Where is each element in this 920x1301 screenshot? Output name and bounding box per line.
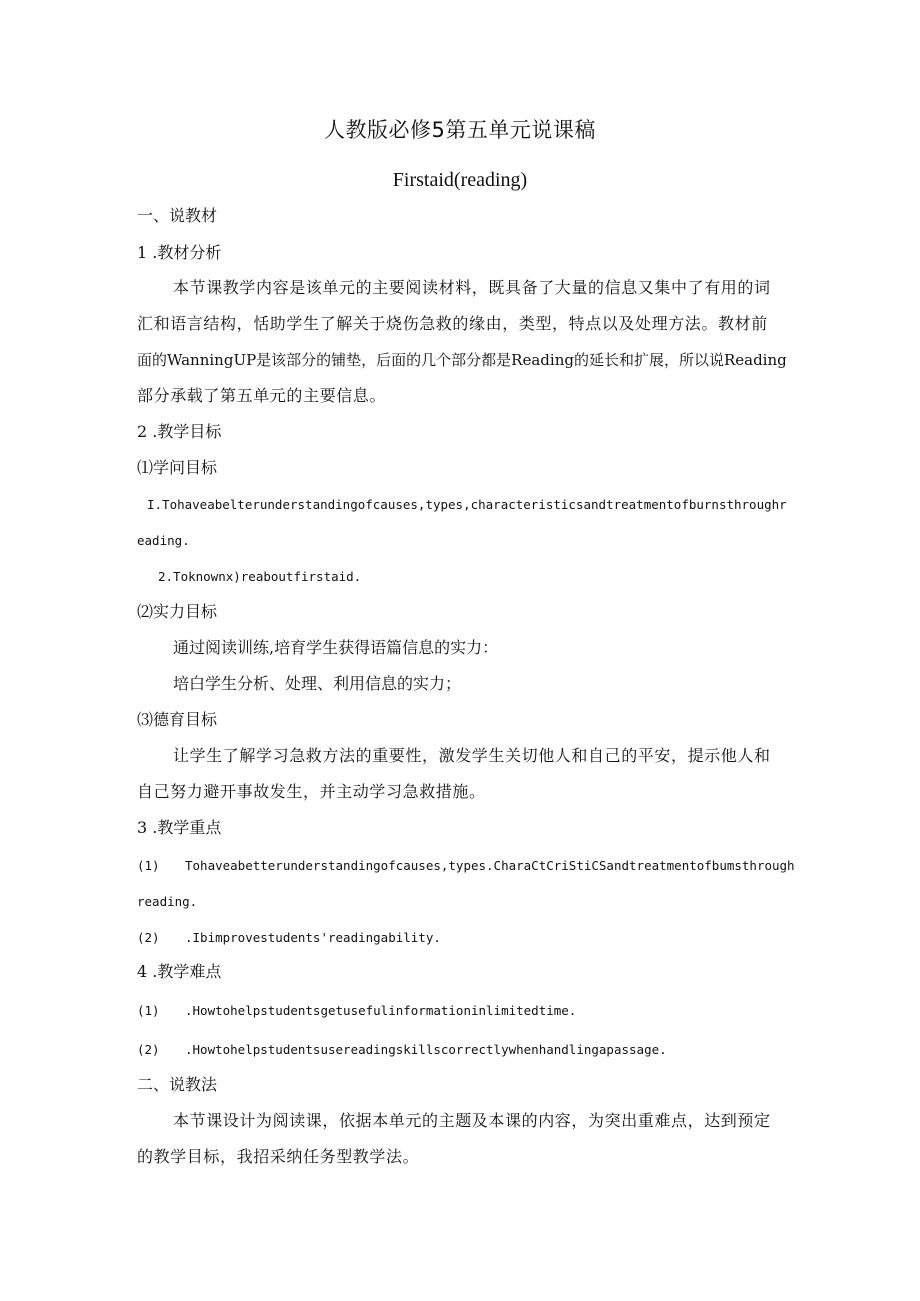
list-number: (1) [137,1003,160,1018]
paragraph-line: 的教学目标，我招采纳任务型教学法。 [137,1147,420,1166]
key-point-item: reading. [137,894,198,909]
paragraph-line: 部分承载了第五单元的主要信息。 [137,386,387,405]
list-text: .Howtohelpstudentsgetusefulinformationinlimitedtime. [185,1003,577,1018]
moral-goal-heading: ⑶德育目标 [137,710,218,729]
ability-goal-heading: ⑵实力目标 [137,602,218,621]
list-number: (2) [137,930,160,945]
subsection-objectives: 2 .教学目标 [137,422,222,441]
subsection-difficulties: 4 .教学难点 [137,962,222,981]
paragraph-line: 让学生了解学习急救方法的重要性，激发学生关切他人和自己的平安，提示他人和 [173,746,771,765]
key-point-item [137,855,795,877]
paragraph-line: 本节课设计为阅读课，依据本单元的主题及本课的内容，为突出重难点，达到预定 [173,1111,771,1130]
document-title: 人教版必修5第五单元说课稿 [324,118,596,142]
knowledge-goal-item: I.Tohaveabelterunderstandingofcauses,types,characteristicsandtreatmentofburnsthroughr [147,497,787,512]
section-heading-methods: 二、说教法 [137,1075,218,1094]
list-number: (2) [137,1042,160,1057]
list-text: Tohaveabetterunderstandingofcauses,types.CharaCtCriStiCSandtreatmentofbumsthrough [185,858,795,873]
paragraph-line: 汇和语言结构，恬助学生了解关于烧伤急救的缘由，类型，特点以及处理方法。教材前 [137,314,768,333]
difficulty-item [137,1000,576,1022]
ability-goal-item: 通过阅读训练,培育学生获得语篇信息的实力： [173,638,499,657]
paragraph-line: 自己努力避开事故发生，并主动学习急救措施。 [137,782,486,801]
knowledge-goal-heading: ⑴学问目标 [137,458,218,477]
list-number: (1) [137,858,160,873]
knowledge-goal-item: 2.Toknownx)reaboutfirstaid. [158,569,362,584]
document-subtitle: Firstaid(reading) [392,169,528,191]
difficulty-item [137,1039,667,1061]
paragraph-line: 本节课教学内容是该单元的主要阅读材料，既具备了大量的信息又集中了有用的词 [173,278,771,297]
section-heading-textbook: 一、说教材 [137,206,218,225]
ability-goal-item: 培白学生分析、处理、利用信息的实力； [173,674,462,693]
subsection-analysis: 1 .教材分析 [137,243,222,262]
list-text: .Ibimprovestudents'readingability. [185,930,441,945]
list-text: .Howtohelpstudentsusereadingskillscorrectlywhenhandlingapassage. [185,1042,667,1057]
subsection-key-points: 3 .教学重点 [137,818,222,837]
knowledge-goal-item: eading. [137,533,190,548]
paragraph-line: 面的WanningUP是该部分的铺垫，后面的几个部分都是Reading的延长和扩展，所以说Reading [137,351,787,369]
key-point-item [137,927,441,949]
